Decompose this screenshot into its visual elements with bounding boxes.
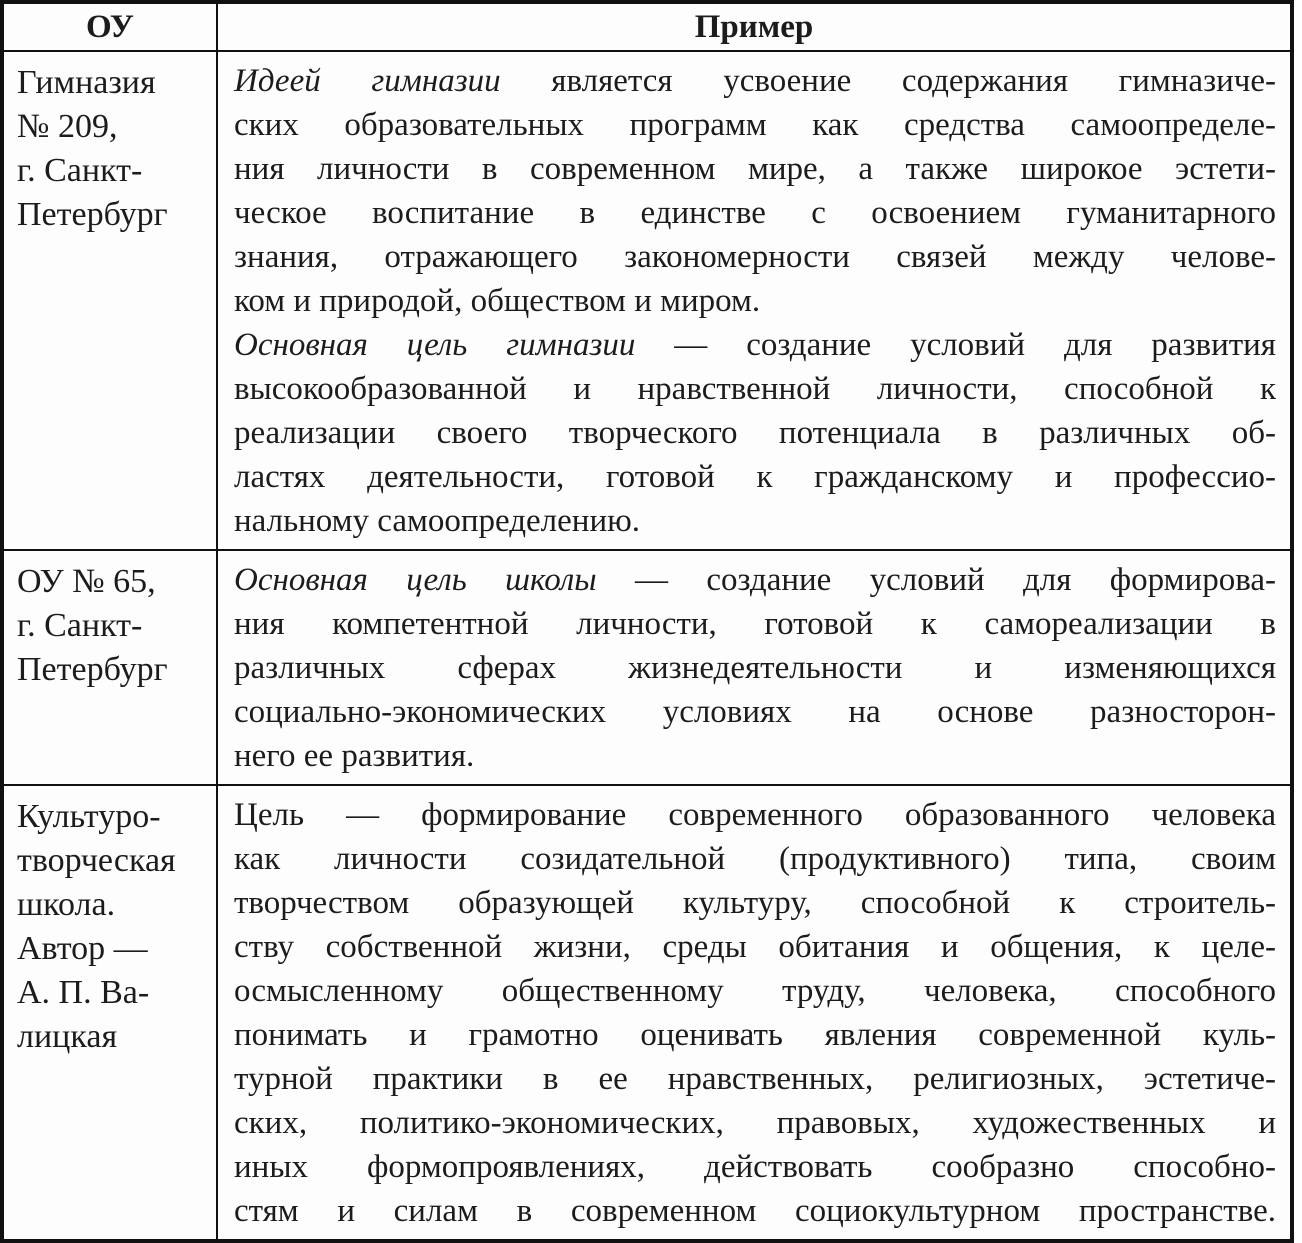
example-text-line: осмысленному общественному труду, человека, способного xyxy=(234,973,1276,1009)
example-text-line: знания, отражающего закономерности связей между челове- xyxy=(234,239,1276,275)
ou-line: ОУ № 65, xyxy=(17,563,156,600)
example-text-line: Идеей гимназии является усвоение содержания гимназиче- xyxy=(234,63,1277,99)
ou-cell-school-65 xyxy=(4,551,218,786)
ou-cell-culture-school xyxy=(4,786,218,1239)
example-text-line: нальному самоопределению. xyxy=(234,503,641,539)
ou-line: Гимназия xyxy=(17,64,156,101)
example-text-line: ком и природой, обществом и миром. xyxy=(234,283,761,319)
example-text-line: социально-экономических условиях на основе разносторон- xyxy=(234,694,1276,730)
ou-line: А. П. Ва- xyxy=(17,974,150,1011)
example-text-line: как личности созидательной (продуктивного) типа, своим xyxy=(234,841,1276,877)
ou-line: лицкая xyxy=(17,1018,118,1055)
example-text-line: ству собственной жизни, среды обитания и общения, к целе- xyxy=(234,929,1276,965)
ou-line: № 209, xyxy=(17,108,118,145)
example-text-line: ских образовательных программ как средства самоопределе- xyxy=(234,107,1276,143)
example-text-line: ния личности в современном мире, а также широкое эстети- xyxy=(234,151,1276,187)
example-text-line: турной практики в ее нравственных, религиозных, эстетиче- xyxy=(234,1061,1276,1097)
example-text-line: ластях деятельности, готовой к гражданскому и профессио- xyxy=(234,459,1276,495)
example-cell-culture-school xyxy=(218,786,1290,1239)
example-text-line: различных сферах жизнедеятельности и изменяющихся xyxy=(234,650,1276,686)
example-text-line: Цель — формирование современного образованного человека xyxy=(234,797,1276,833)
ou-line: г. Санкт- xyxy=(17,607,143,644)
example-text-line: Основная цель школы — создание условий для формирова- xyxy=(234,562,1277,598)
ou-line: Петербург xyxy=(17,196,168,233)
ou-line: творческая xyxy=(17,842,176,879)
example-text-line: Основная цель гимназии — создание условий для развития xyxy=(234,327,1276,363)
example-text-line: иных формопроявлениях, действовать сообразно способно- xyxy=(234,1149,1276,1185)
example-text-line: высокообразованной и нравственной личности, способной к xyxy=(234,371,1276,407)
example-text-line: ния компетентной личности, готовой к самореализации в xyxy=(234,606,1276,642)
example-cell-school-65 xyxy=(218,551,1290,786)
example-text-line: понимать и грамотно оценивать явления современной куль- xyxy=(234,1017,1276,1053)
table-header-example: Пример xyxy=(218,4,1290,52)
example-text-line: ских, политико-экономических, правовых, художественных и xyxy=(234,1105,1276,1141)
example-text-line: творчеством образующей культуру, способной к строитель- xyxy=(234,885,1276,921)
example-text-line: реализации своего творческого потенциала в различных об- xyxy=(234,415,1276,451)
ou-line: г. Санкт- xyxy=(17,152,143,189)
example-text-line: него ее развития. xyxy=(234,738,475,774)
ou-cell-gymnasium-209 xyxy=(4,52,218,551)
example-text-line: стям и силам в современном социокультурном пространстве. xyxy=(234,1193,1276,1229)
ou-line: Культуро- xyxy=(17,798,161,835)
table-header-ou: ОУ xyxy=(4,4,218,52)
ou-line: Петербург xyxy=(17,651,168,688)
ou-line: школа. xyxy=(17,886,116,923)
example-cell-gymnasium-209 xyxy=(218,52,1290,551)
ou-line: Автор — xyxy=(17,930,148,967)
example-text-line: ческое воспитание в единстве с освоением гуманитарного xyxy=(234,195,1276,231)
